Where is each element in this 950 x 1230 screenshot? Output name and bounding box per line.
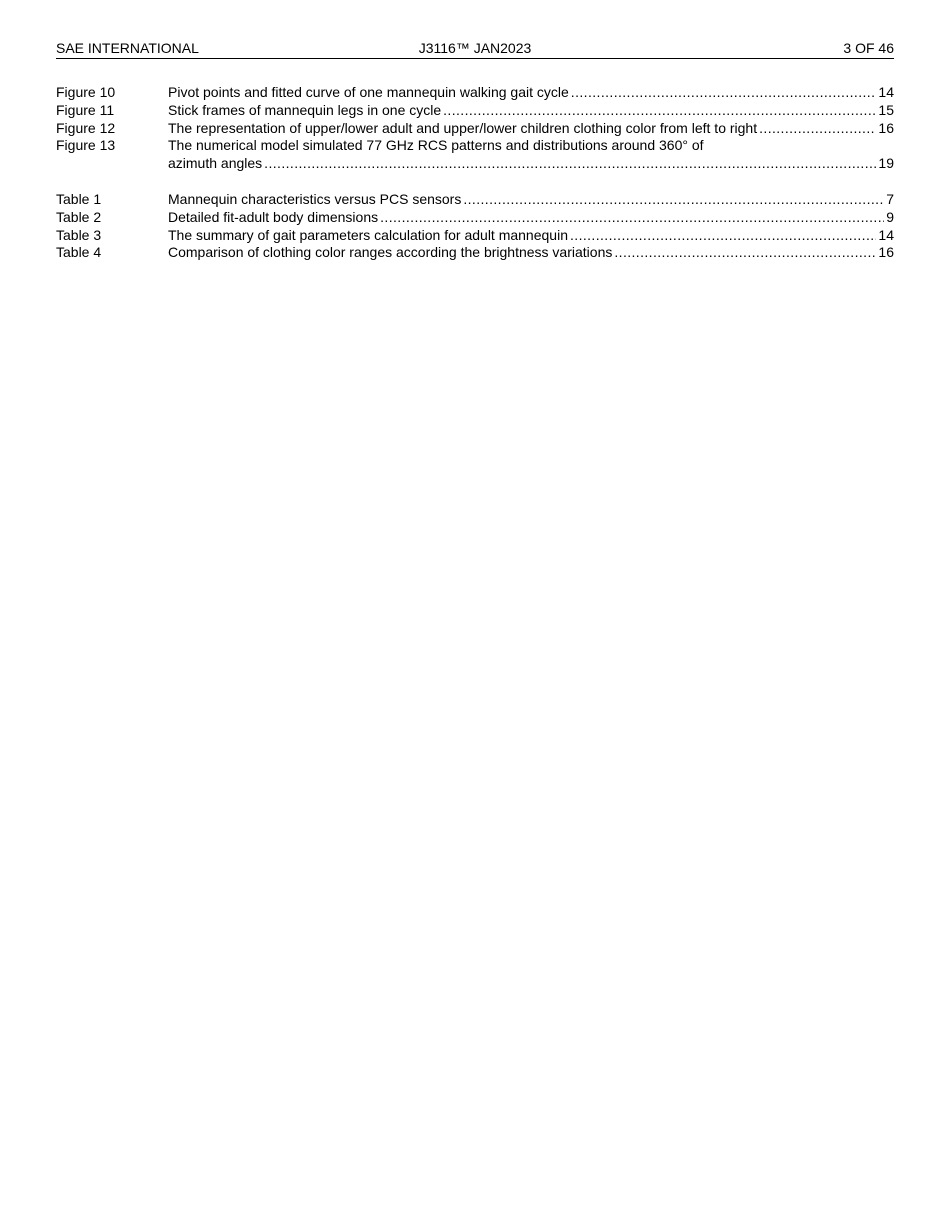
list-of-tables <box>56 191 894 262</box>
organization-name: SAE INTERNATIONAL <box>56 40 199 56</box>
list-of-figures <box>56 84 894 173</box>
toc-page-number: 9 <box>886 208 894 225</box>
toc-label: Table 1 <box>56 191 102 207</box>
toc-page-number: 7 <box>886 191 894 207</box>
toc-page-number: 19 <box>878 155 894 172</box>
toc-title: Pivot points and fitted curve of one mannequin walking gait cycle <box>168 84 569 100</box>
dot-leader <box>463 191 884 209</box>
document-id: J3116™ JAN2023 <box>418 40 532 56</box>
toc-page-number: 14 <box>878 84 894 100</box>
dot-leader <box>571 84 877 102</box>
toc-entry-figure-10[interactable] <box>56 84 894 102</box>
toc-entry-figure-11[interactable] <box>56 102 894 120</box>
toc-label: Figure 10 <box>56 84 116 100</box>
page-header <box>56 38 894 59</box>
toc-page-number: 14 <box>878 226 894 243</box>
page-indicator: 3 OF 46 <box>843 40 894 56</box>
toc-page-number: 16 <box>878 244 894 261</box>
toc-entry-table-3[interactable] <box>56 227 894 245</box>
toc-title: The summary of gait parameters calculation for adult mannequin <box>168 226 568 243</box>
toc-title: Mannequin characteristics versus PCS sensors <box>168 191 462 207</box>
toc-entry-figure-13[interactable] <box>56 137 894 173</box>
toc-title-line-2: azimuth angles <box>168 155 263 172</box>
toc-label: Table 4 <box>56 244 102 261</box>
dot-leader <box>264 155 876 173</box>
toc-title: Stick frames of mannequin legs in one cycle <box>168 101 442 118</box>
toc-page-number: 15 <box>878 101 894 118</box>
toc-title: The representation of upper/lower adult and upper/lower children clothing color from left to right <box>168 119 758 136</box>
toc-entry-figure-12[interactable] <box>56 120 894 138</box>
toc-label: Figure 13 <box>56 137 116 154</box>
toc-label: Table 2 <box>56 208 102 225</box>
toc-label: Figure 11 <box>56 101 115 118</box>
toc-entry-table-2[interactable] <box>56 209 894 227</box>
toc-entry-table-4[interactable] <box>56 244 894 262</box>
toc-label: Table 3 <box>56 226 102 243</box>
dot-leader <box>443 102 876 120</box>
dot-leader <box>570 227 876 245</box>
toc-title-line-1: The numerical model simulated 77 GHz RCS patterns and distributions around 360° of <box>168 137 704 154</box>
toc-entry-table-1[interactable] <box>56 191 894 209</box>
dot-leader <box>380 209 884 227</box>
toc-page-number: 16 <box>878 119 894 136</box>
toc-title: Detailed fit-adult body dimensions <box>168 208 379 225</box>
dot-leader <box>614 244 876 262</box>
toc-label: Figure 12 <box>56 119 116 136</box>
dot-leader <box>759 120 876 138</box>
toc-title: Comparison of clothing color ranges according the brightness variations <box>168 244 613 261</box>
